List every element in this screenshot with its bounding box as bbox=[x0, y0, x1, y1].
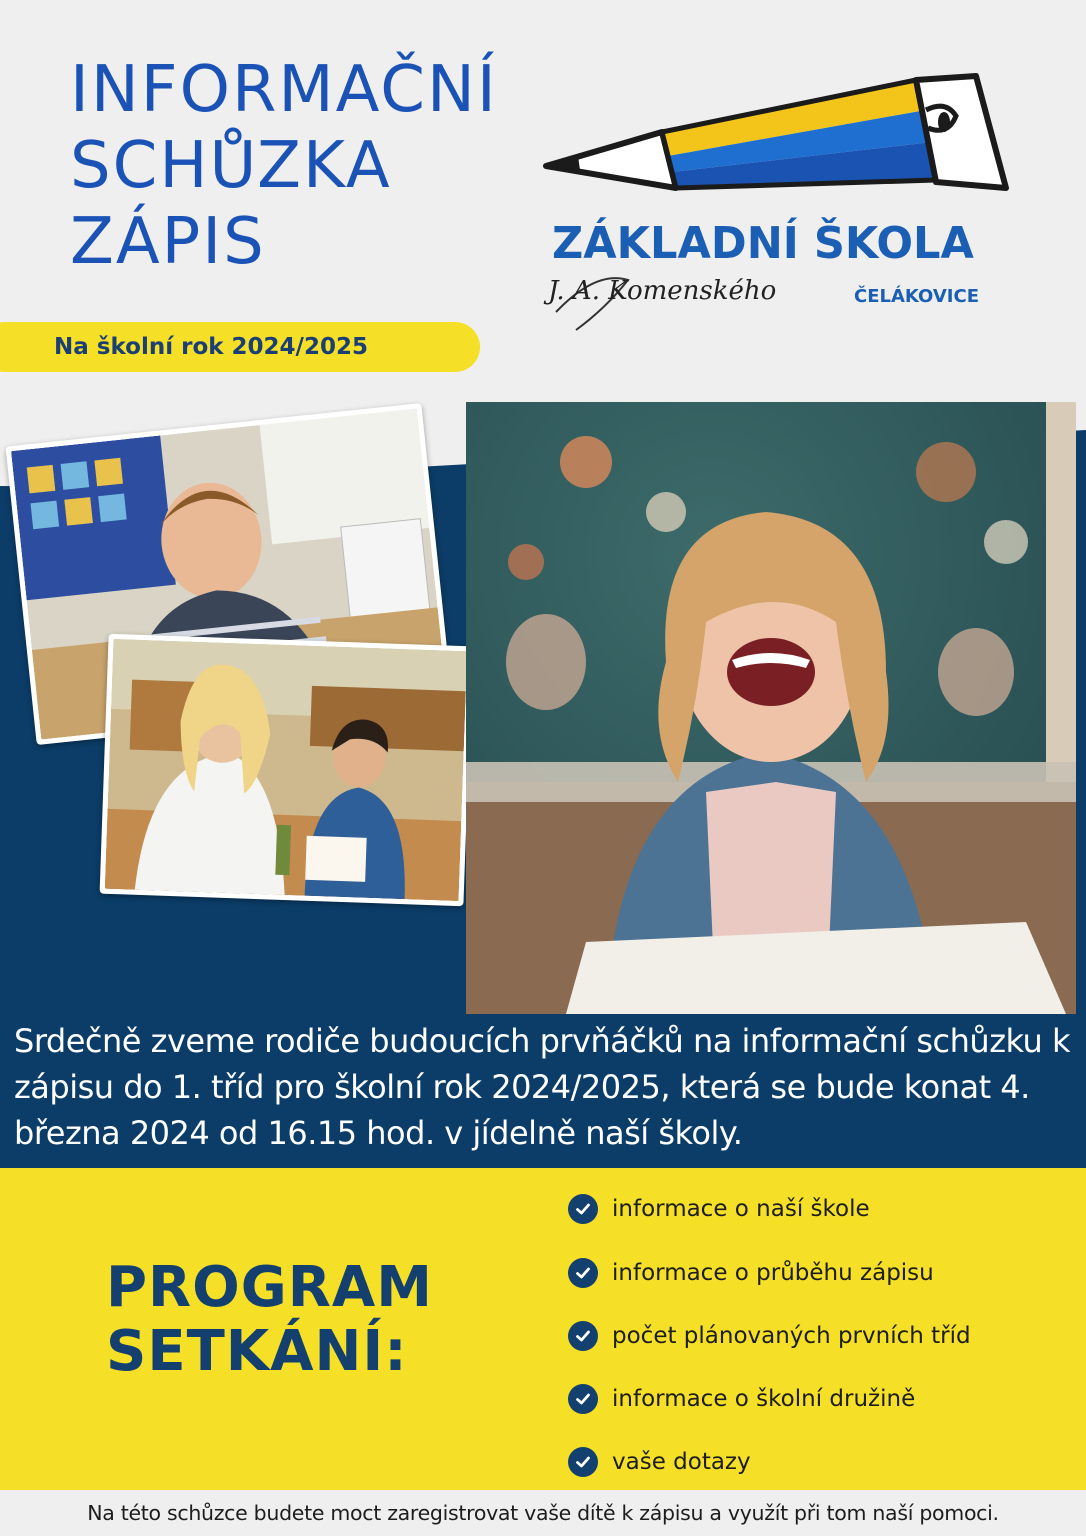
program-item-label: počet plánovaných prvních tříd bbox=[612, 1323, 971, 1349]
title-line-2: SCHŮZKA bbox=[70, 129, 392, 203]
program-item-label: informace o školní družině bbox=[612, 1386, 916, 1412]
page-title bbox=[70, 52, 498, 280]
list-item bbox=[568, 1447, 751, 1477]
school-year-badge bbox=[0, 322, 480, 372]
photo-teacher-and-child-image bbox=[105, 639, 468, 901]
check-circle-icon bbox=[568, 1321, 598, 1351]
list-item bbox=[568, 1258, 934, 1288]
check-circle-icon bbox=[568, 1194, 598, 1224]
pencil-logo-icon bbox=[536, 70, 1016, 350]
program-heading bbox=[106, 1256, 433, 1384]
list-item bbox=[568, 1384, 915, 1414]
program-heading-line-2: SETKÁNÍ: bbox=[106, 1319, 408, 1384]
school-signature: J. A. Komenského bbox=[548, 276, 777, 306]
list-item bbox=[568, 1321, 971, 1351]
program-item-label: informace o naší škole bbox=[612, 1196, 870, 1222]
invitation-text: Srdečně zveme rodiče budoucích prvňáčků na informační schůzku k zápisu do 1. tříd pro školní rok 2024/2025, která se bude konat 4. března 2024 od 16.15 hod. v jídelně naší školy. bbox=[14, 1022, 1071, 1152]
program-item-label: informace o průběhu zápisu bbox=[612, 1260, 934, 1286]
photo-laughing-girl bbox=[466, 402, 1076, 1014]
check-circle-icon bbox=[568, 1384, 598, 1414]
photo-teacher-and-child bbox=[100, 634, 473, 907]
school-name: ZÁKLADNÍ ŠKOLA bbox=[552, 218, 974, 269]
list-item bbox=[568, 1194, 870, 1224]
footer-note bbox=[0, 1490, 1086, 1536]
check-circle-icon bbox=[568, 1258, 598, 1288]
title-line-1: INFORMAČNÍ bbox=[70, 53, 498, 127]
footer-note-text: Na této schůzce budete moct zaregistrovat vaše dítě k zápisu a využít při tom naší pomoci. bbox=[87, 1501, 999, 1525]
school-year-label: Na školní rok 2024/2025 bbox=[54, 334, 368, 360]
program-heading-line-1: PROGRAM bbox=[106, 1255, 433, 1320]
program-item-label: vaše dotazy bbox=[612, 1449, 751, 1475]
check-circle-icon bbox=[568, 1447, 598, 1477]
school-town: ČELÁKOVICE bbox=[854, 286, 979, 307]
title-line-3: ZÁPIS bbox=[70, 205, 266, 279]
